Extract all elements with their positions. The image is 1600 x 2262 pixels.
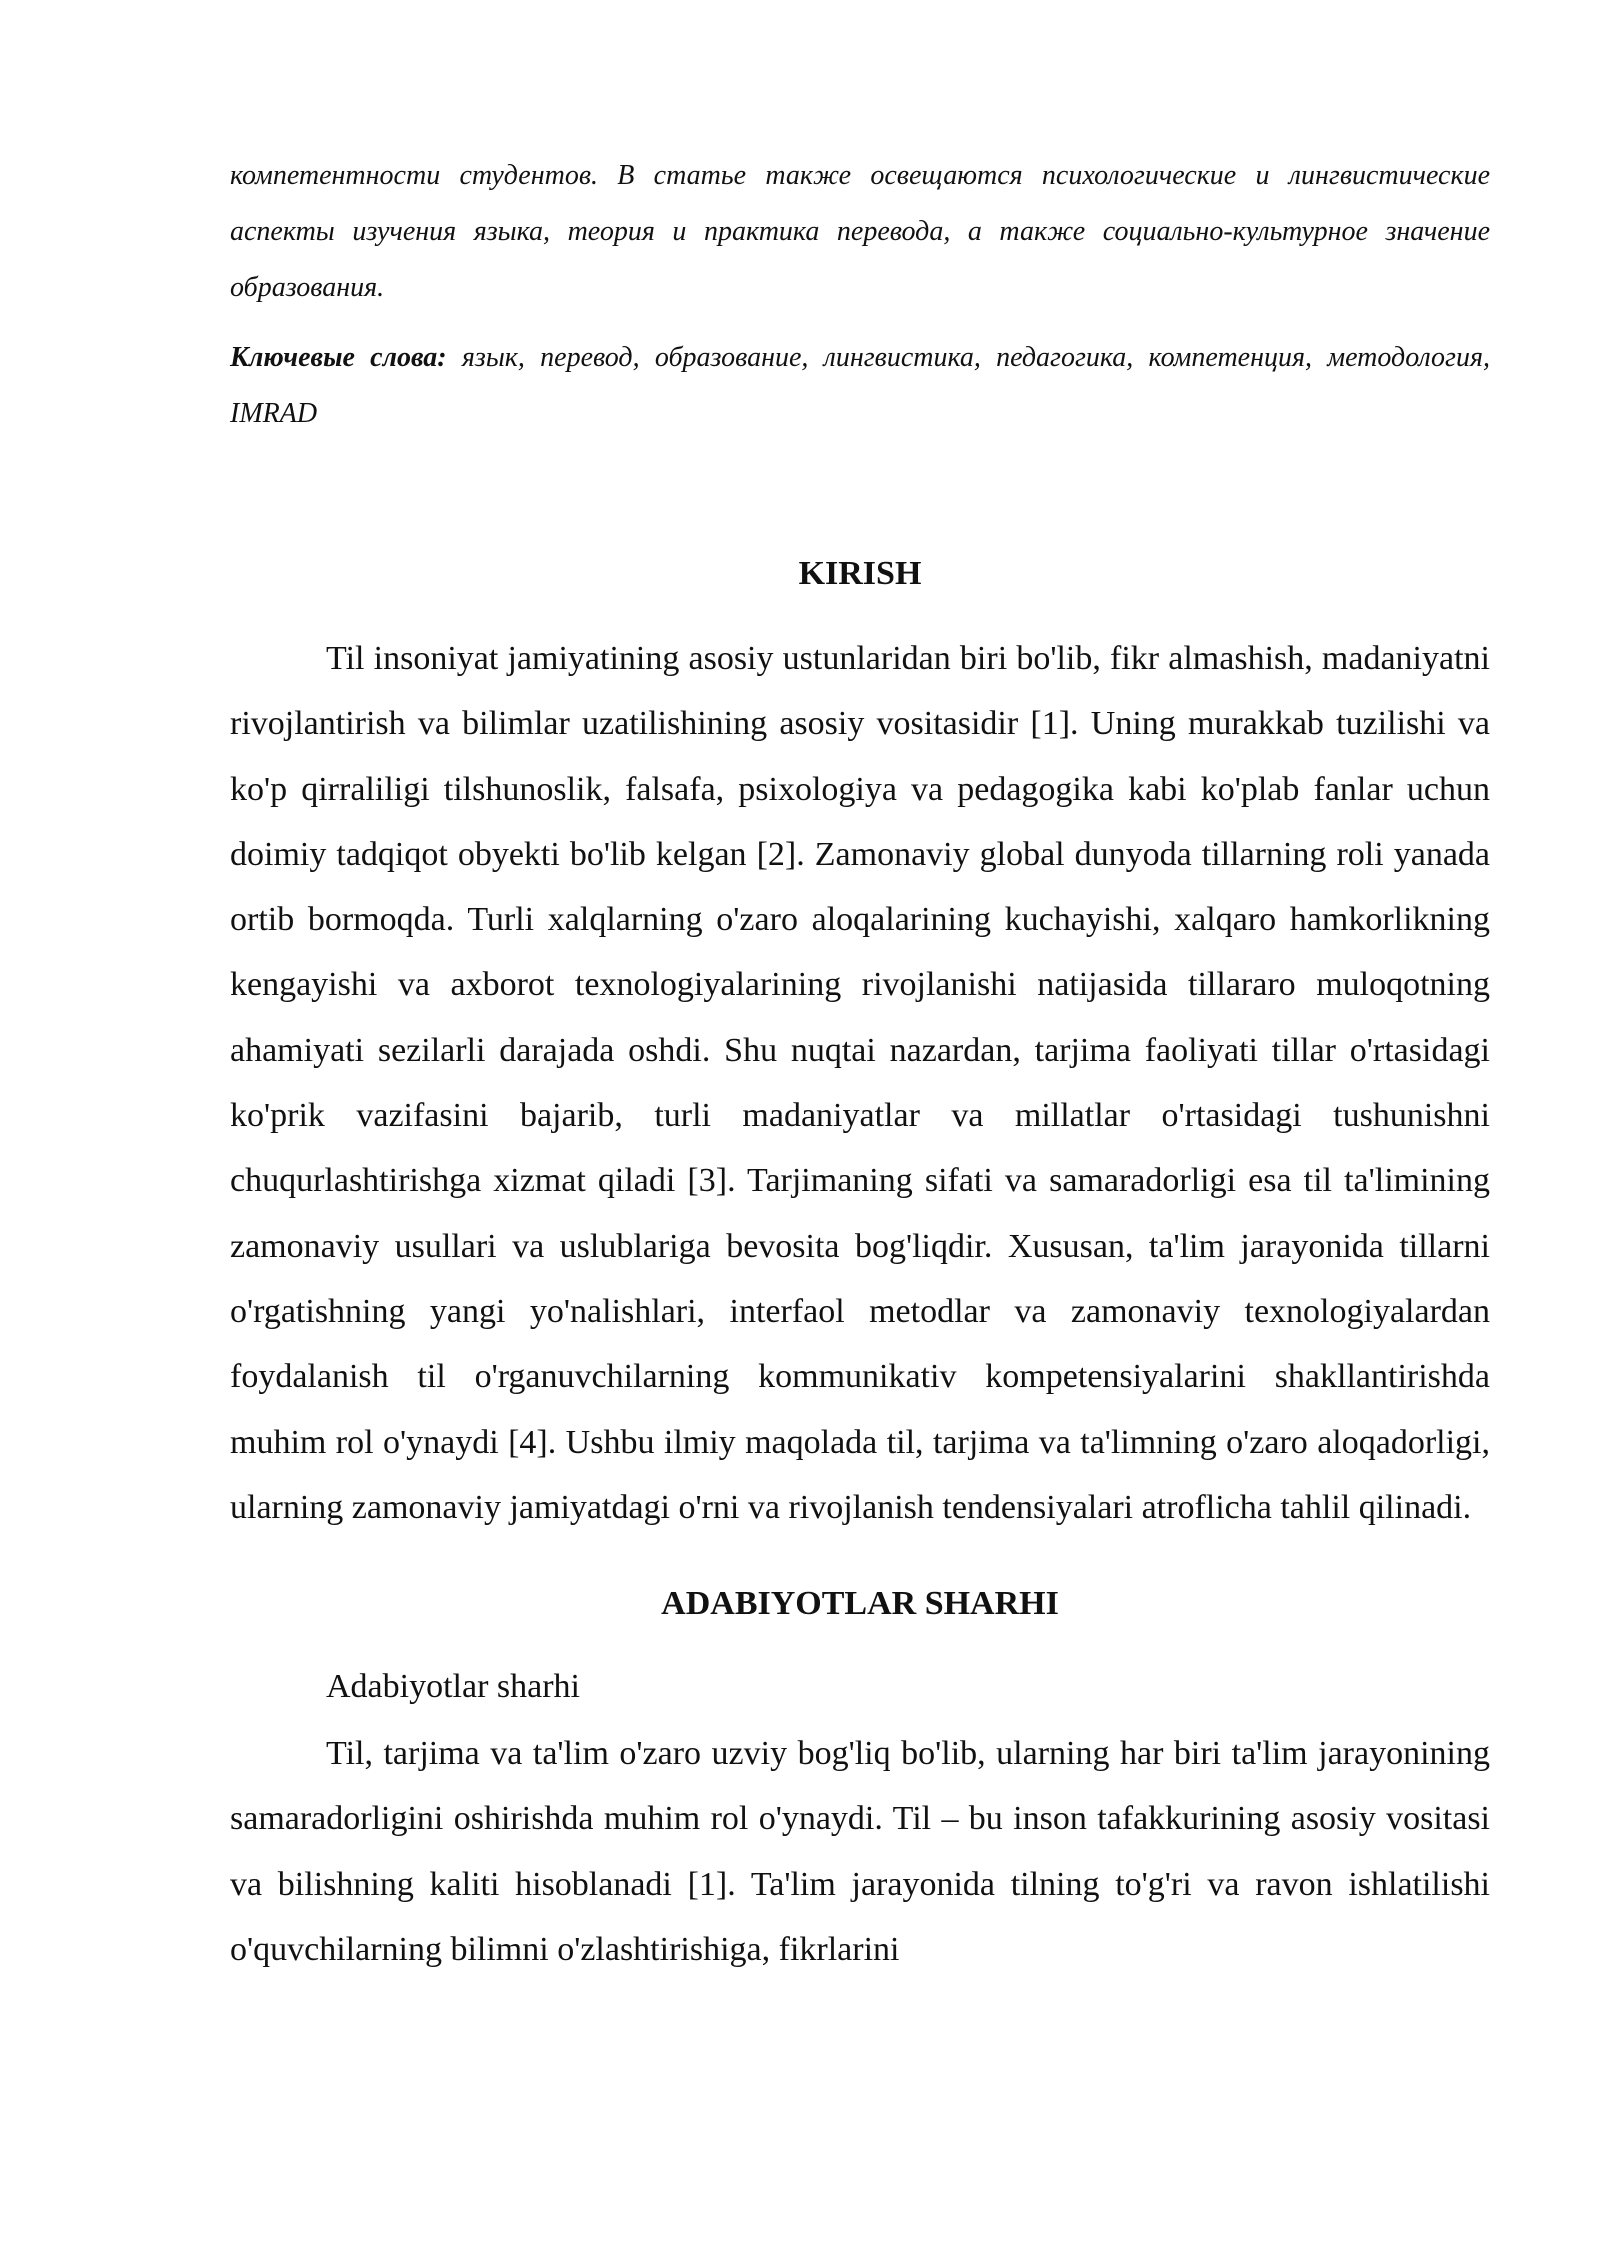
literature-review-paragraph: Til, tarjima va ta'lim o'zaro uzviy bog'liq bo'lib, ularning har biri ta'lim jarayonining samaradorligini oshirishda muhim rol o'ynaydi. Til – bu inson tafakkurining asosiy vositasi va bilishning kaliti hisoblanadi [1]. Ta'lim jarayonida tilning to'g'ri va ravon ishlatilishi o'quvchilarning bilimni o'zlashtirishiga, fikrlarini (230, 1735, 1490, 1969)
document-page (230, 148, 1490, 1982)
section-heading-literature-review: ADABIYOTLAR SHARHI (661, 1585, 1059, 1623)
keywords (230, 330, 1490, 442)
literature-review-subheading: Adabiyotlar sharhi (326, 1668, 580, 1706)
keywords-list: язык, перевод, образование, лингвистика, педагогика, компетенция, методология, IMRAD (230, 342, 1490, 429)
introduction-paragraph: Til insoniyat jamiyatining asosiy ustunlaridan biri bo'lib, fikr almashish, madaniyatni rivojlantirish va bilimlar uzatilishining asosiy vositasidir [1]. Uning murakkab tuzilishi va ko'p qirraliligi tilshunoslik, falsafa, psixologiya va pedagogika kabi ko'plab fanlar uchun doimiy tadqiqot obyekti bo'lib kelgan [2]. Zamonaviy global dunyoda tillarning roli yanada ortib bormoqda. Turli xalqlarning o'zaro aloqalarining kuchayishi, xalqaro hamkorlikning kengayishi va axborot texnologiyalarining rivojlanishi natijasida tillararo muloqotning ahamiyati sezilarli darajada oshdi. Shu nuqtai nazardan, tarjima faoliyati tillar o'rtasidagi ko'prik vazifasini bajarib, turli madaniyatlar va millatlar o'rtasidagi tushunishni chuqurlashtirishga xizmat qiladi [3]. Tarjimaning sifati va samaradorligi esa til ta'limining zamonaviy usullari va uslublariga bevosita bog'liqdir. Xususan, ta'lim jarayonida tillarni o'rgatishning yangi yo'nalishlari, interfaol metodlar va zamonaviy texnologiyalardan foydalanish til o'rganuvchilarning kommunikativ kompetensiyalarini shakllantirishda muhim rol o'ynaydi [4]. Ushbu ilmiy maqolada til, tarjima va ta'limning o'zaro aloqadorligi, ularning zamonaviy jamiyatdagi o'rni va rivojlanish tendensiyalari atroflicha tahlil qilinadi. (230, 640, 1490, 1526)
abstract-text: компетентности студентов. В статье также освещаются психологические и лингвистические аспекты изучения языка, теория и практика перевода, а также социально-культурное значение образования. (230, 160, 1490, 303)
keywords-label: Ключевые слова: (230, 342, 447, 373)
section-heading-introduction: KIRISH (798, 555, 922, 592)
